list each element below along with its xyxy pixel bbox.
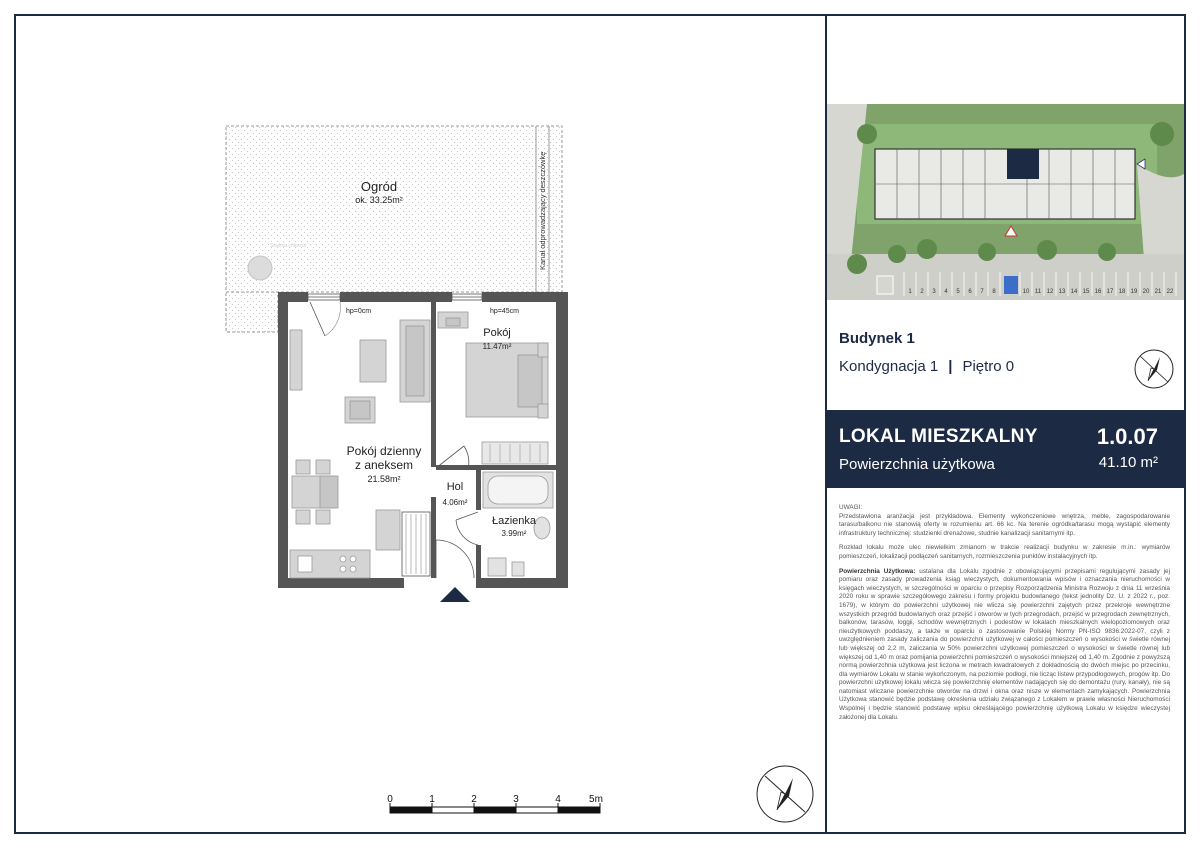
svg-text:13: 13 [1058,289,1066,295]
scale-tick-2: 2 [471,794,477,805]
scale-tick-0: 0 [387,794,393,805]
room-name-bathroom: Łazienka [491,515,537,527]
building-title: Budynek 1 [839,330,915,347]
svg-text:8: 8 [992,289,996,295]
room-name-bedroom: Pokój [483,327,511,339]
svg-text:5: 5 [956,289,960,295]
svg-text:4: 4 [944,289,948,295]
svg-text:7: 7 [980,289,984,295]
hall-wardrobe [402,512,430,576]
area-value: 41.10 m² [1098,454,1158,471]
svg-text:Studnia chłonna: Studnia chłonna [270,243,306,249]
scale-bar [390,803,600,813]
room-area-hall: 4.06m² [442,498,468,507]
drain-channel-label: Kanał odprowadzający deszczówkę [538,151,547,270]
unit-banner [827,410,1184,488]
level-separator: | [948,358,953,375]
svg-text:6: 6 [968,289,972,295]
notes-paragraph-1: Przedstawiona aranżacja jest przykładowa. Elementy wykończeniowe wnętrza, meble, zagospodarowanie tarasu/balkonu nie stanowią oferty w rozumieniu art. 66 kc. Na terenie ogródka/tarasu mogą wystąpić elementy infrastruktury technicznej: studzienki drenażowe, studnie kanalizacji sanitarnymi itp. [839,512,1170,537]
svg-text:11: 11 [1034,289,1042,295]
svg-text:15: 15 [1082,289,1090,295]
unit-type: LOKAL MIESZKALNY [839,426,1038,447]
area-label: Powierzchnia użytkowa [839,456,995,473]
scale-tick-3: 3 [513,794,519,805]
svg-text:3: 3 [932,289,936,295]
north-arrow-icon [755,764,815,824]
svg-text:14: 14 [1070,289,1078,295]
level-line [839,358,1014,375]
floor-label: Piętro 0 [962,358,1015,375]
room-area-living: 21.58m² [367,474,401,484]
room-area-bedroom: 11.47m² [482,342,512,351]
highlighted-unit [1007,149,1039,179]
svg-text:19: 19 [1130,289,1138,295]
scale-tick-4: 4 [555,794,561,805]
site-plan [827,104,1184,300]
parking-row [877,276,893,294]
room-name-hall: Hol [446,481,464,493]
bedroom-window-sill-label: hp=45cm [490,308,519,315]
svg-text:1: 1 [908,289,912,295]
unit-number: 1.0.07 [1096,424,1158,449]
svg-text:21: 21 [1154,289,1162,295]
notes-paragraph-3-text: ustalana dla Lokalu zgodnie z obowiązującymi przepisami regulującymi zasady jej pomiaru oraz zasady prowadzenia ksiąg wieczystych, dokumentowania wpisów i oznaczania nieruchomości w księgach wieczystych, w szczególności w oparciu o przepisy Rozporządzenia Ministra Rozwoju z dnia 11 września 2020 roku w sprawie szczegółowego zakresu i formy projektu budowlanego (tekst jednolity Dz. U. z 2022 r., poz. 1679), w którym do powierzchni użytkowej nie wlicza się powierzchni zajętych przez przekroje wewnętrzne wszystkich przegród budowlanych oraz przejść i otworów w tych przegrodach, przejść w przegrodach zewnętrznych, balkonów, tarasów, loggii, schodów wewnętrznych i podestów w lokalach mieszkalnych wielopoziomowych oraz nieużytkowych poddaszy, a także w oparciu o zastosowanie Polskiej Normy PN-ISO 9836:2022-07, czyli z uwzględnieniem zasady zaliczania do powierzchni użytkowej w całości pomieszczeń o wysokości w świetle równej lub większej od 2,2 m, zaliczania w 50% powierzchni użytkowej pomieszczeń o wysokości w świetle równej lub większej od 1,40 m oraz pomijania powierzchni pomieszczeń o wysokości mniejszej od 1,40 m. Zgodnie z powyższą normą powierzchnia użytkowa jest liczona w metrach kwadratowych z dokładnością do dwóch miejsc po przecinku, dla wymiarów Lokalu w stanie wykończonym, na poziomie podłogi, nie licząc listew przypodłogowych, progów itp. Do powierzchni użytkowej lokalu wlicza się powierzchnię elementów nadających się do demontażu (rury, kanały), nie są natomiast wliczane powierzchnie otworów na drzwi i okna oraz nisze w elementach zamykających. Powierzchnia Użytkowa stanowić będzie podstawę określenia udziału związanego z Lokalem w prawie własności Nieruchomości Wspólnej i będzie stanowić podstawę wpisu określającego powierzchnię użytkową Lokalu w księdze wieczystej założonej dla Lokalu. [839,567,1170,721]
room-name-living: Pokój dzienny [346,444,422,458]
level-label: Kondygnacja 1 [839,358,939,375]
garden-area-value: ok. 33.25m² [355,195,403,205]
scale-tick-5: 5m [589,794,603,805]
north-arrow-small-icon [1133,348,1175,390]
svg-text:17: 17 [1106,289,1114,295]
entrance-arrow-icon [440,587,470,602]
drainage-well-icon [248,256,272,280]
room-area-bathroom: 3.99m² [501,529,527,538]
svg-text:18: 18 [1118,289,1126,295]
notes-heading: UWAGI: [839,504,863,511]
notes [839,504,1170,728]
svg-text:16: 16 [1094,289,1102,295]
scale-tick-1: 1 [429,794,435,805]
garden-name: Ogród [360,179,398,194]
info-sidebar [827,16,1184,832]
notes-paragraph-3-label: Powierzchnia Użytkowa: [839,567,916,575]
living-window-sill-label: hp=0cm [346,308,372,315]
svg-text:20: 20 [1142,289,1150,295]
room-name-living-2: z aneksem [354,458,414,472]
svg-text:10: 10 [1022,289,1030,295]
svg-text:12: 12 [1046,289,1054,295]
notes-paragraph-2: Rozkład lokalu może ulec niewielkim zmianom w trakcie realizacji budynku w zakresie m.in.: wymiarów pomieszczeń, lokalizacji podłączeń sanitarnych, rozmieszczenia punktów instalacyjnych itp. [839,544,1170,560]
accessible-parking-icon [1004,276,1018,294]
notes-paragraph-3 [839,568,1170,723]
svg-text:22: 22 [1166,289,1174,295]
svg-text:2: 2 [920,289,924,295]
